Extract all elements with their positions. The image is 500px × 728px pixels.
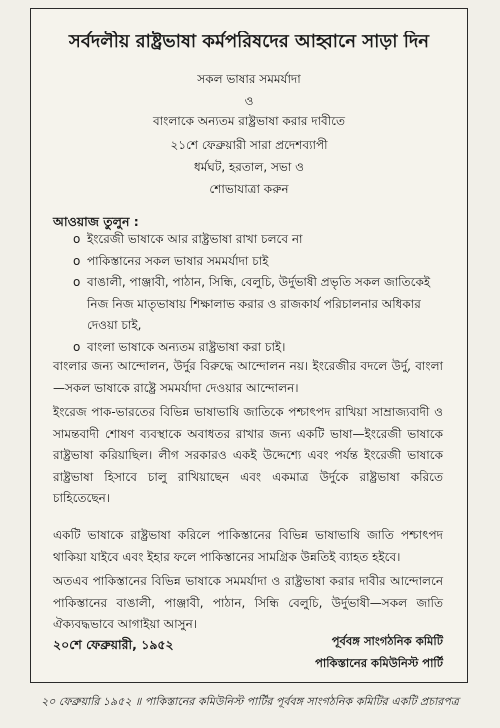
signature-line-2: পাকিস্তানের কমিউনিস্ট পার্টি: [315, 656, 443, 670]
leaflet-date: ২০শে ফেব্রুয়ারী, ১৯৫২: [53, 637, 174, 652]
slogan-item: o পাকিস্তানের সকল ভাষার সমমর্যাদা চাই: [73, 251, 443, 273]
sub-line-2: ও: [244, 94, 254, 108]
paragraph-1: বাংলার জন্য আন্দোলন, উর্দুর বিরুদ্ধে আন্দোলন নয়। ইংরেজীর বদলে উর্দু, বাংলা—সকল ভাষাকে রাষ্ট্রে সমমর্যাদা দেওয়ার আন্দোলন।: [53, 359, 443, 395]
slogan-label: আওয়াজ তুলুন :: [53, 214, 139, 229]
sub-line-4: ২১শে ফেব্রুয়ারী সারা প্রদেশব্যাপী: [170, 138, 328, 152]
slogan-item: o ইংরেজী ভাষাকে আর রাষ্ট্রভাষা রাখা চলবে না: [73, 229, 443, 251]
signature-line-1: পূর্ববঙ্গ সাংগঠনিক কমিটি: [331, 634, 443, 648]
paragraph-2: ইংরেজ পাক-ভারতের বিভিন্ন ভাষাভাষি জাতিকে পশ্চাৎপদ রাখিয়া সাম্রাজ্যবাদী ও সামন্তবাদী শোষণ ব্যবস্থাকে অবাধতর রাখার জন্য একটি ভাষা—ইংরেজী ভাষাকে রাষ্ট্রভাষা করিয়াছিল। লীগ সরকারও একই উদ্দেশ্যে এবং পর্যন্ত ইংরেজী ভাষাকে রাষ্ট্রভাষা হিসাবে চালু রাখিয়াছেন এবং একমাত্র উর্দুকে রাষ্ট্রভাষা করিতে চাহিতেছেন।: [53, 405, 443, 505]
slogan-item: o বাঙালী, পাঞ্জাবী, পাঠান, সিন্ধি, বেলুচি, উর্দুভাষী প্রভৃতি সকল জাতিকেই নিজ নিজ মাতৃভাষায় শিক্ষালাভ করার ও রাজকার্য পরিচালনার অধিকার দেওয়া চাই,: [73, 272, 443, 337]
sub-line-1: সকল ভাষার সমমর্যাদা: [197, 72, 301, 86]
leaflet-sheet: [30, 8, 468, 683]
slogan-item: o বাংলা ভাষাকে অন্যতম রাষ্ট্রভাষা করা চাই।: [73, 337, 443, 359]
sub-line-6: শোভাযাত্রা করুন: [209, 182, 289, 196]
sub-line-5: ধর্মঘট, হরতাল, সভা ও: [194, 160, 304, 174]
paragraph-4: অতএব পাকিস্তানের বিভিন্ন ভাষাকে সমমর্যাদা ও রাষ্ট্রভাষা করার দাবীর আন্দোলনে পাকিস্তানের বাঙালী, পাঞ্জাবী, পাঠান, সিন্ধি বেলুচি, উর্দুভাষী—সকল জাতি ঐক্যবদ্ধভাবে আগাইয়া আসুন।: [53, 574, 443, 631]
headline: সর্বদলীয় রাষ্ট্রভাষা কর্মপরিষদের আহ্বানে সাড়া দিন: [68, 31, 430, 52]
image-caption: ২০ ফেব্রুয়ারি ১৯৫২ ॥ পাকিস্তানের কমিউনিস্ট পার্টির পূর্ববঙ্গ সাংগঠনিক কমিটির একটি প্রচারপত্র: [41, 695, 459, 708]
sub-line-3: বাংলাকে অন্যতম রাষ্ট্রভাষা করার দাবীতে: [153, 114, 345, 128]
paragraph-3: একটি ভাষাকে রাষ্ট্রভাষা করিলে পাকিস্তানের বিভিন্ন ভাষাভাষি জাতি পশ্চাৎপদ থাকিয়া যাইবে এবং ইহার ফলে পাকিস্তানের সামগ্রিক উন্নতিই ব্যাহত হইবে।: [53, 528, 443, 564]
slogan-list: [73, 229, 443, 358]
